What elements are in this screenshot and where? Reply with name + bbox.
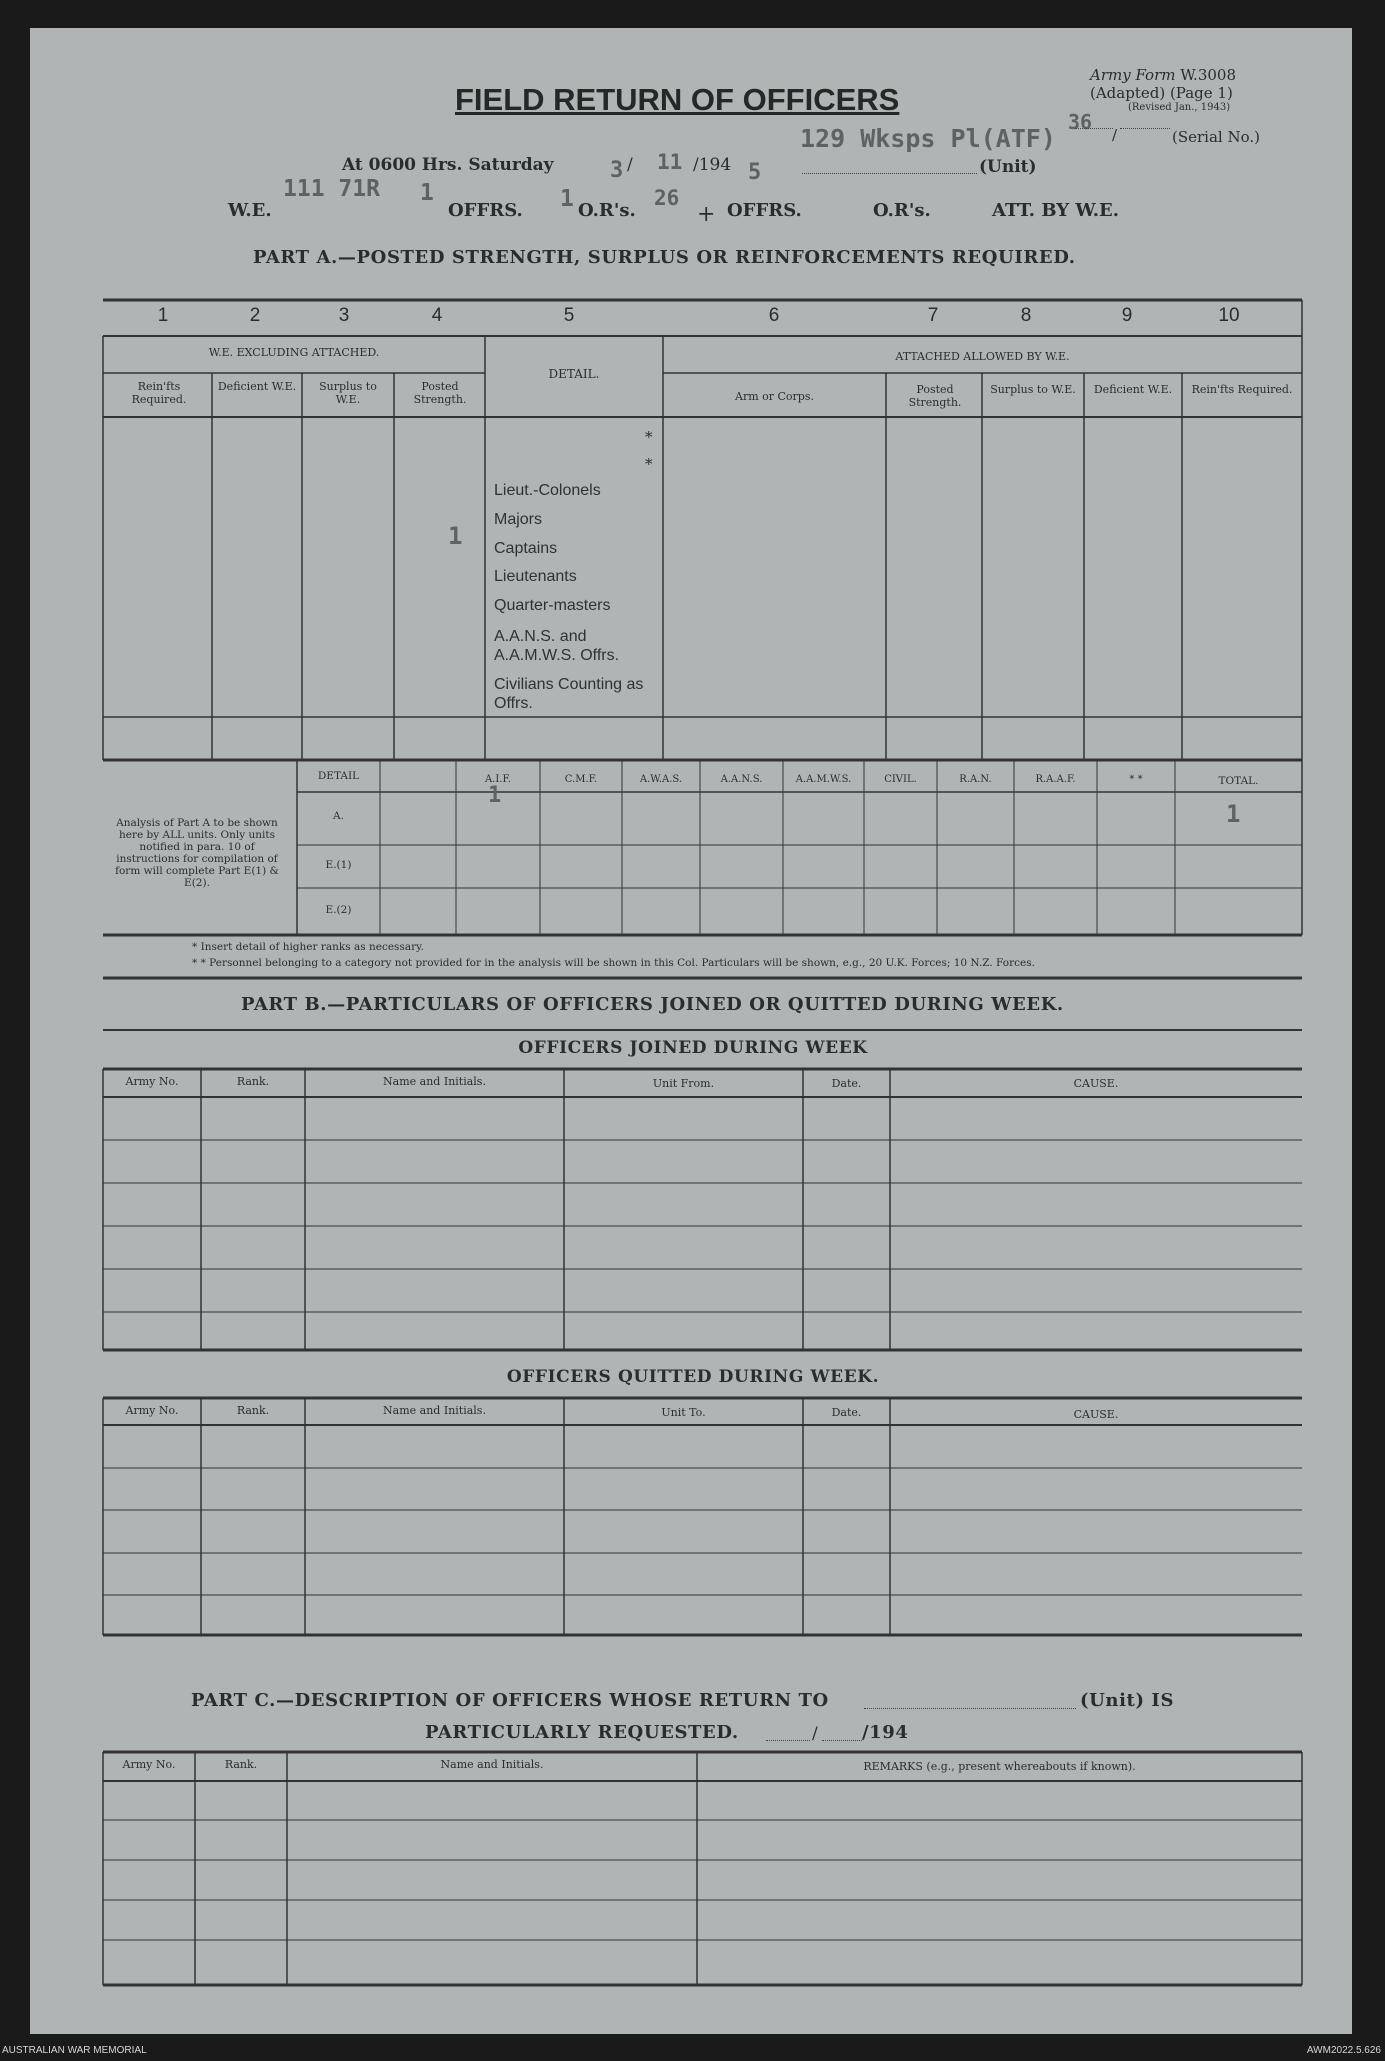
year-prefix: 194 bbox=[698, 155, 732, 175]
unit-value: 129 Wksps Pl(ATF) bbox=[800, 124, 1056, 153]
col-number-6: 6 bbox=[768, 305, 780, 326]
serial-number-value: 36 bbox=[1068, 110, 1093, 134]
analysis-col-awas: A.W.A.S. bbox=[639, 774, 683, 785]
col-number-8: 8 bbox=[1020, 305, 1032, 326]
analysis-col-aif: A.I.F. bbox=[484, 774, 512, 785]
col-number-4: 4 bbox=[431, 305, 443, 326]
col-number-10: 10 bbox=[1218, 305, 1240, 326]
part-b-heading: PART B.—PARTICULARS OF OFFICERS JOINED OR QUITTED DURING WEEK. bbox=[241, 994, 1064, 1015]
we-value: 111 71R bbox=[283, 176, 380, 202]
analysis-row-e2: E.(2) bbox=[325, 904, 352, 916]
rank-captains: Captains bbox=[494, 540, 558, 557]
joined-col-name: Name and Initials. bbox=[383, 1075, 486, 1088]
part-c-date-line-1 bbox=[766, 1740, 810, 1741]
analysis-note: Analysis of Part A to be shown here by ALL units. Only units notified in para. 10 of instructions for compilation of form will complete Part E(1) & E(2). bbox=[115, 817, 279, 889]
part-c-year: /194 bbox=[862, 1722, 909, 1743]
rank-aans-aamws: A.A.N.S. and A.A.M.W.S. Offrs. bbox=[494, 628, 620, 664]
rank-lieut-colonels: Lieut.-Colonels bbox=[494, 482, 601, 499]
col-number-2: 2 bbox=[249, 305, 261, 326]
analysis-detail-label: DETAIL bbox=[317, 770, 360, 782]
joined-col-army-no: Army No. bbox=[125, 1075, 179, 1088]
analysis-aif-value: 1 bbox=[488, 783, 502, 808]
revised-label: (Revised Jan., 1943) bbox=[1128, 102, 1231, 113]
analysis-col-civil: CIVIL. bbox=[884, 774, 917, 785]
plus-sign: + bbox=[697, 202, 716, 227]
year-digit: 5 bbox=[748, 160, 762, 185]
analysis-row-a: A. bbox=[333, 810, 344, 822]
joined-col-rank: Rank. bbox=[236, 1075, 270, 1088]
joined-heading: OFFICERS JOINED DURING WEEK bbox=[518, 1038, 868, 1058]
col-number-9: 9 bbox=[1121, 305, 1133, 326]
offrs-label: OFFRS. bbox=[448, 200, 523, 221]
serial-label: (Serial No.) bbox=[1172, 128, 1260, 146]
right-col-arm: Arm or Corps. bbox=[735, 390, 814, 403]
footer-accession: AWM2022.5.626 bbox=[1306, 2045, 1381, 2056]
footer-credit: AUSTRALIAN WAR MEMORIAL bbox=[2, 2045, 147, 2056]
part-c-heading-2: PARTICULARLY REQUESTED. bbox=[425, 1722, 739, 1743]
offrs-label-2: OFFRS. bbox=[727, 200, 802, 221]
detail-header: DETAIL. bbox=[548, 367, 600, 381]
quitted-col-date: Date. bbox=[831, 1406, 862, 1419]
part-c-heading-1-end: (Unit) IS bbox=[1080, 1690, 1175, 1711]
analysis-row-e1: E.(1) bbox=[325, 859, 352, 871]
col-number-5: 5 bbox=[563, 305, 575, 326]
right-col-posted: Posted Strength. bbox=[908, 383, 962, 409]
att-by-we-label: ATT. BY W.E. bbox=[992, 200, 1120, 221]
part-c-col-remarks: REMARKS (e.g., present whereabouts if known). bbox=[863, 1760, 1136, 1773]
col-number-7: 7 bbox=[927, 305, 939, 326]
quitted-col-cause: CAUSE. bbox=[1073, 1408, 1119, 1421]
analysis-col-total: TOTAL. bbox=[1218, 775, 1259, 787]
part-c-date-line-2 bbox=[822, 1740, 862, 1741]
attached-allowed: ATTACHED ALLOWED BY W.E. bbox=[895, 350, 1070, 363]
adapted-label: (Adapted) (Page 1) bbox=[1090, 84, 1233, 102]
left-col-posted: Posted Strength. bbox=[413, 380, 467, 406]
joined-col-unit-from: Unit From. bbox=[652, 1077, 715, 1090]
analysis-col-aamws: A.A.M.W.S. bbox=[795, 774, 852, 785]
ors-label-2: O.R's. bbox=[873, 200, 931, 221]
ors-value-2: 26 bbox=[654, 186, 680, 210]
col-number-1: 1 bbox=[157, 305, 169, 326]
rank-quarter-masters: Quarter-masters bbox=[494, 597, 611, 614]
part-c-heading-1: PART C.—DESCRIPTION OF OFFICERS WHOSE RETURN TO bbox=[191, 1690, 829, 1711]
col-number-3: 3 bbox=[338, 305, 350, 326]
we-excluding-attached: W.E. EXCLUDING ATTACHED. bbox=[208, 346, 380, 359]
date-month: 11 bbox=[657, 150, 683, 174]
we-offrs-value: 1 bbox=[420, 180, 434, 206]
joined-col-cause: CAUSE. bbox=[1073, 1077, 1119, 1090]
quitted-heading: OFFICERS QUITTED DURING WEEK. bbox=[506, 1367, 880, 1387]
rank-lieutenants: Lieutenants bbox=[494, 568, 577, 585]
analysis-col-cmf: C.M.F. bbox=[564, 774, 598, 785]
left-col-deficient: Deficient W.E. bbox=[217, 380, 297, 393]
footnote-2: * * Personnel belonging to a category not provided for in the analysis will be shown in this Col. Particulars will be shown, e.g., 20 U.K. Forces; 10 N.Z. Forces. bbox=[192, 957, 1035, 969]
right-col-reinfts: Rein'fts Required. bbox=[1191, 383, 1293, 396]
part-c-unit-line bbox=[864, 1708, 1076, 1709]
right-col-surplus: Surplus to W.E. bbox=[990, 383, 1076, 396]
part-c-col-army-no: Army No. bbox=[122, 1758, 176, 1771]
analysis-col-other: * * bbox=[1129, 774, 1143, 785]
posted-strength-value: 1 bbox=[448, 522, 463, 550]
quitted-col-unit-to: Unit To. bbox=[661, 1406, 706, 1419]
quitted-col-name: Name and Initials. bbox=[383, 1404, 486, 1417]
star-row-2: * bbox=[645, 455, 653, 473]
part-c-col-name: Name and Initials. bbox=[440, 1758, 544, 1771]
footnote-1: * Insert detail of higher ranks as necessary. bbox=[192, 941, 424, 953]
analysis-col-ran: R.A.N. bbox=[959, 774, 992, 785]
joined-col-date: Date. bbox=[831, 1077, 862, 1090]
left-col-reinfts: Rein'fts Required. bbox=[131, 380, 187, 406]
unit-label: (Unit) bbox=[979, 157, 1037, 177]
date-day: 3 bbox=[610, 158, 624, 183]
star-row-1: * bbox=[645, 428, 653, 446]
form-title: FIELD RETURN OF OFFICERS bbox=[455, 82, 900, 117]
quitted-col-rank: Rank. bbox=[236, 1404, 270, 1417]
part-a-heading: PART A.—POSTED STRENGTH, SURPLUS OR REINFORCEMENTS REQUIRED. bbox=[253, 247, 1076, 268]
at-hrs-label: At 0600 Hrs. Saturday bbox=[342, 155, 554, 175]
analysis-col-raaf: R.A.A.F. bbox=[1035, 774, 1076, 785]
army-form-label: Army Form W.3008 bbox=[1090, 66, 1237, 84]
part-c-col-rank: Rank. bbox=[224, 1758, 258, 1771]
ors-label: O.R's. bbox=[578, 200, 636, 221]
we-label: W.E. bbox=[228, 200, 272, 221]
analysis-total-value: 1 bbox=[1226, 800, 1241, 828]
left-col-surplus: Surplus to W.E. bbox=[319, 380, 377, 406]
quitted-col-army-no: Army No. bbox=[125, 1404, 179, 1417]
analysis-col-aans: A.A.N.S. bbox=[720, 774, 763, 785]
rank-majors: Majors bbox=[494, 511, 543, 528]
ors-value: 1 bbox=[560, 186, 574, 212]
rank-civilians: Civilians Counting as Offrs. bbox=[494, 676, 644, 712]
right-col-deficient: Deficient W.E. bbox=[1093, 383, 1173, 396]
